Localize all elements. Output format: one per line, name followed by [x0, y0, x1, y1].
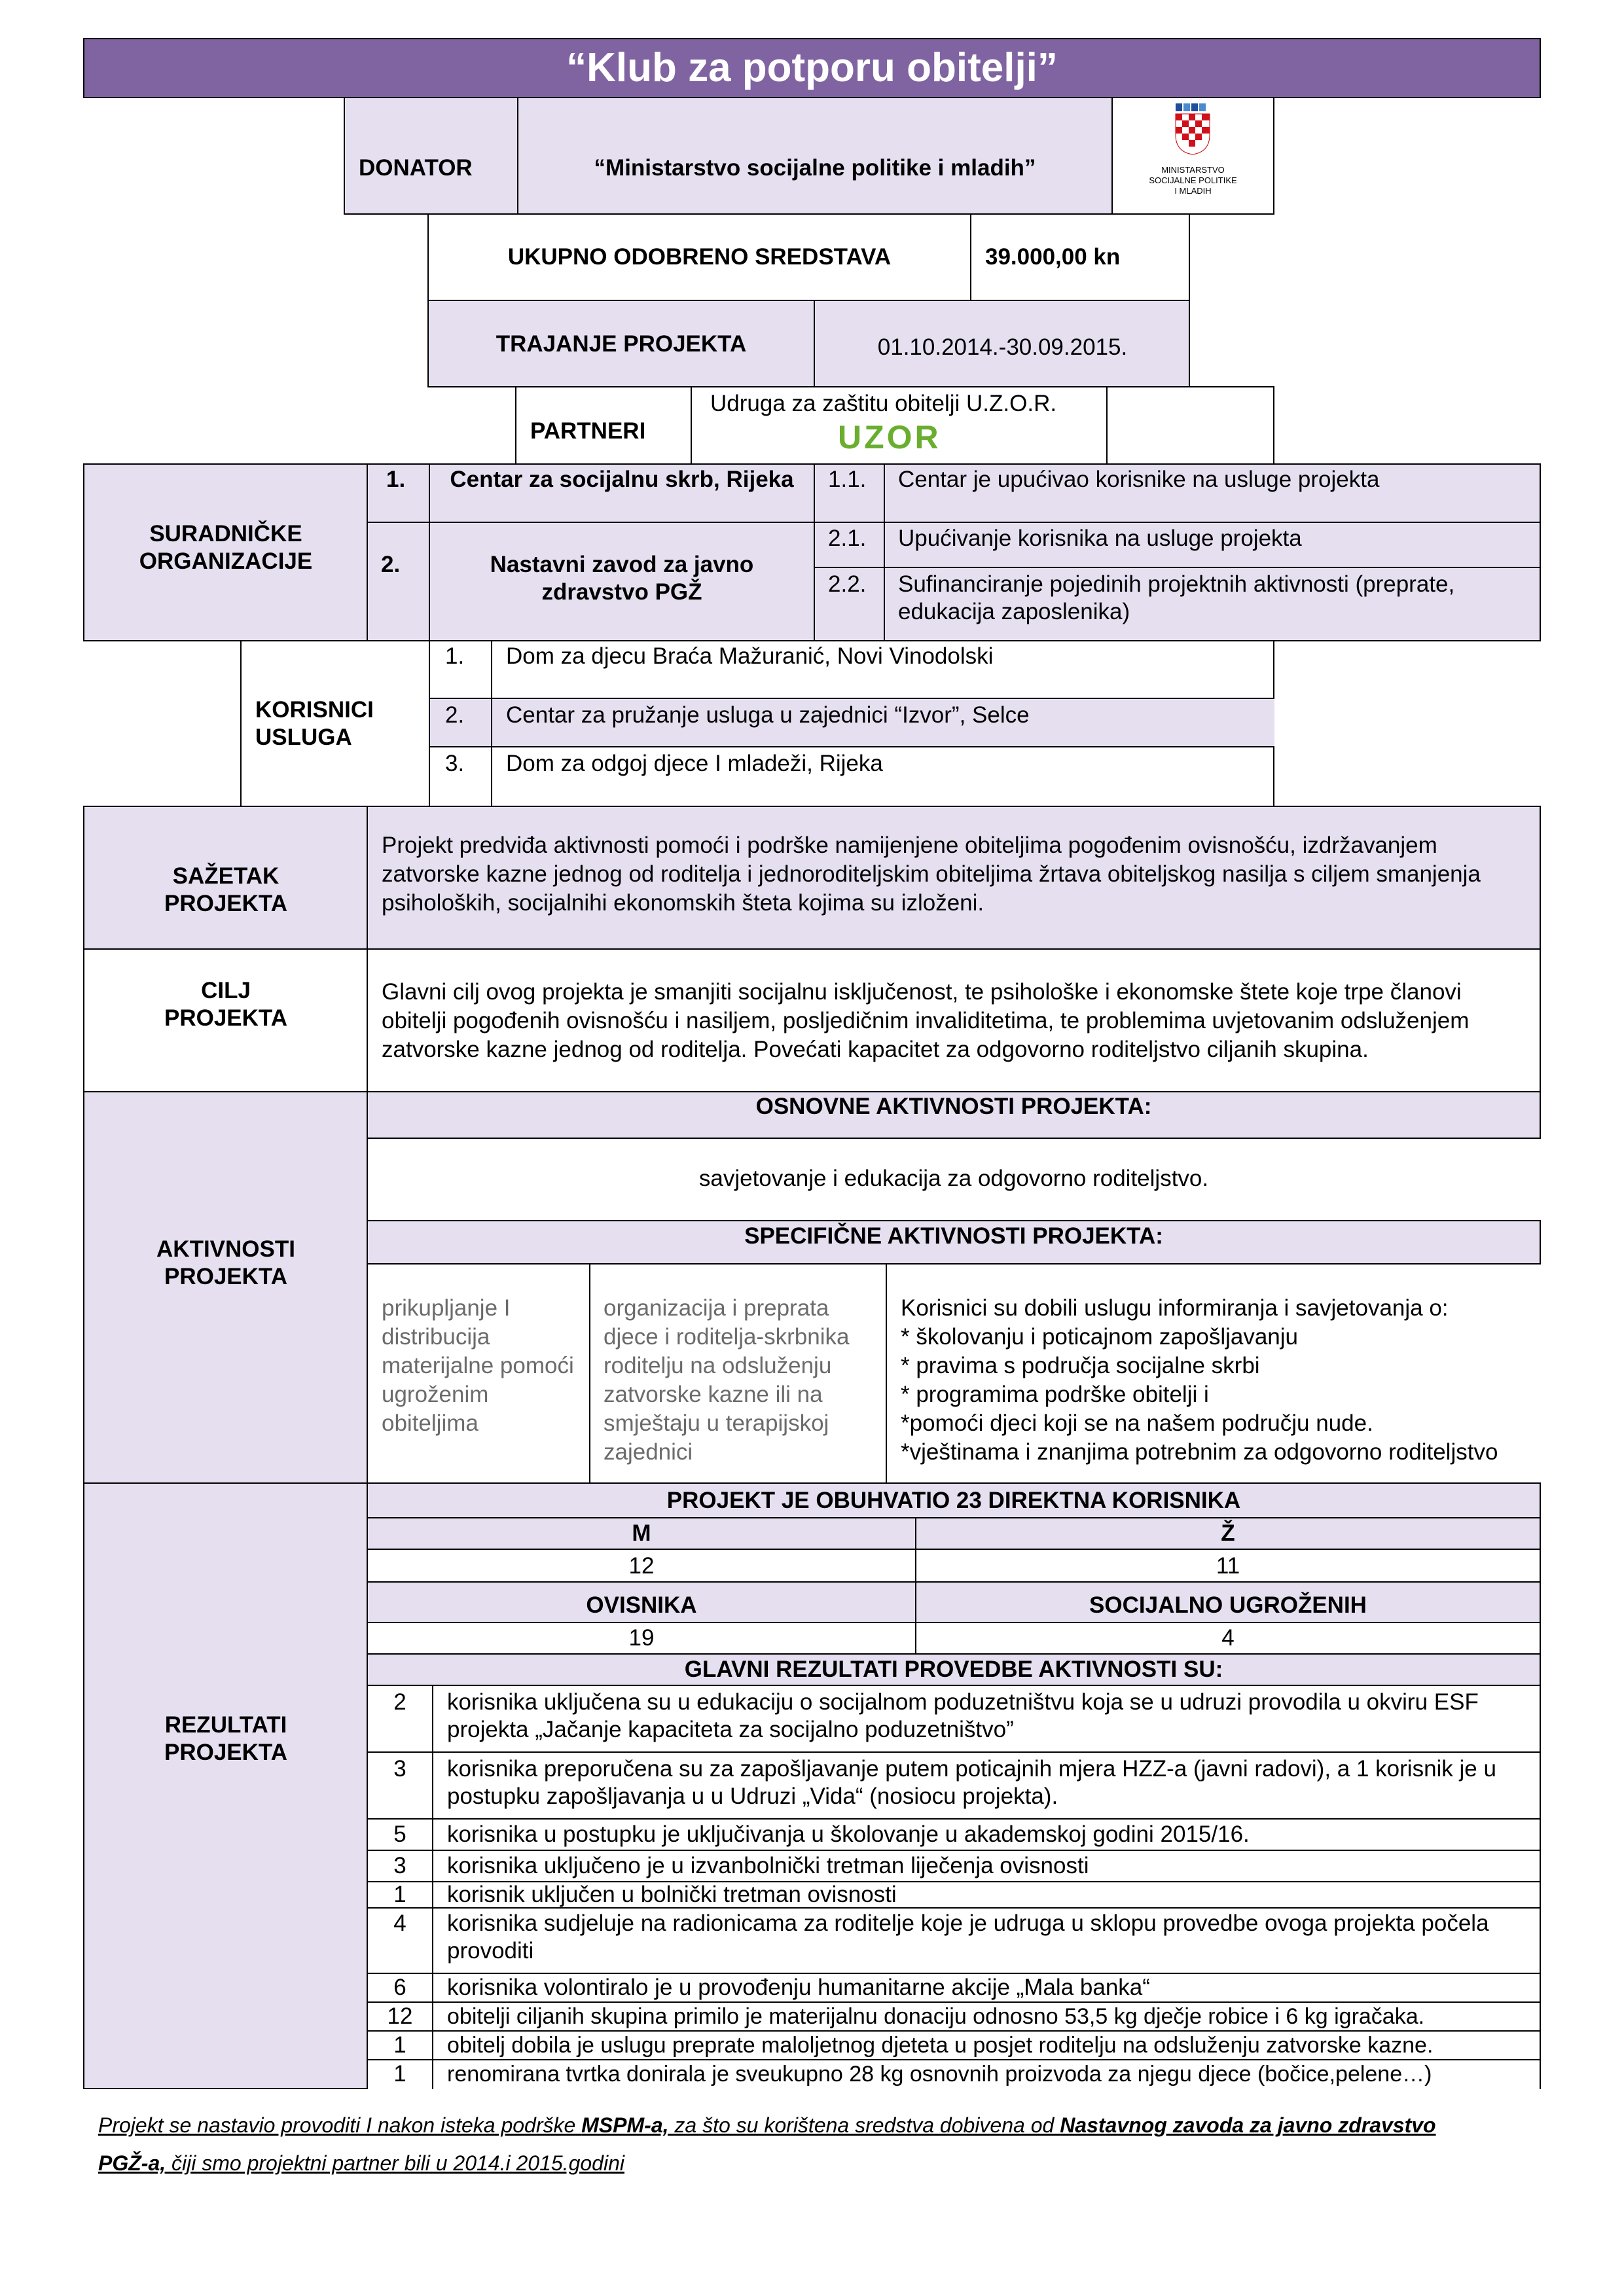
result-1-text: korisnika uključena su u edukaciju o socijalnom poduzetništvu koja se u udruzi provodila u okviru ESF projekta „Jačanje kapaciteta za socijalno poduzetništvo”	[447, 1689, 1479, 1742]
male-label: M	[632, 1520, 651, 1546]
page-title: “Klub za potporu obitelji”	[566, 45, 1058, 90]
result-6-count: 4	[393, 1910, 406, 1936]
summary-text: Projekt predviđa aktivnosti pomoći i podrške namijenjene obiteljima pogođenim ovisnošću, izdržavanjem zatvorske kazne jednog od roditelja i jednoroditeljskim obiteljima žrtava obiteljskog nasilja s ciljem smanjenja psiholoških, socijalnihi ekonomskih šteta kojima su izloženi.	[382, 833, 1481, 916]
activities-label: AKTIVNOSTI PROJEKTA	[156, 1236, 295, 1289]
partners-label: PARTNERI	[530, 418, 646, 444]
result-3-count: 5	[393, 1821, 406, 1847]
specific-activity-1: prikupljanje I distribucija materijalne pomoći ugroženim obiteljima	[382, 1295, 574, 1436]
beneficiary-2-num: 2.	[445, 702, 465, 728]
collaborators-label: SURADNIČKE ORGANIZACIJE	[139, 521, 313, 574]
result-9-count: 1	[393, 2032, 406, 2058]
org-1-name: Centar za socijalnu skrb, Rijeka	[450, 467, 794, 492]
result-7-text: korisnika volontiralo je u provođenju humanitarne akcije „Mala banka“	[447, 1975, 1150, 2000]
result-10-text: renomirana tvrtka donirala je sveukupno 28 kg osnovnih proizvoda za njegu djece (bočice,pelene…)	[447, 2062, 1432, 2087]
footnote: Projekt se nastavio provoditi I nakon isteka podrške MSPM-a, za što su korištena sredstva dobivena od Nastavnog zavoda za javno zdravstvo PGŽ-a, čiji smo projektni partner bili u 2014.i 2015.godini	[98, 2113, 1436, 2175]
role-1-text: Centar je upućivao korisnike na usluge projekta	[898, 467, 1380, 492]
beneficiary-1-text: Dom za djecu Braća Mažuranić, Novi Vinodolski	[506, 643, 994, 669]
goal-text: Glavni cilj ovog projekta je smanjiti socijalnu isključenost, te psihološke i ekonomske štete koje trpe članovi obitelji pogođenih ovisnošću i nasiljem, posljedičnim invaliditetima, te problemima uvjetovanim odsluženjem zatvorske kazne jednog od roditelja. Povećati kapacitet za odgovorno roditeljstvo ciljanih skupina.	[382, 979, 1470, 1062]
result-1-count: 2	[393, 1689, 406, 1715]
result-3-text: korisnika u postupku je uključivanja u školovanje u akademskoj godini 2015/16.	[447, 1821, 1250, 1847]
funding-label: UKUPNO ODOBRENO SREDSTAVA	[507, 244, 892, 270]
result-10-count: 1	[393, 2061, 406, 2087]
org-2-name: Nastavni zavod za javno zdravstvo PGŽ	[490, 552, 754, 605]
socially-vulnerable-value: 4	[1221, 1625, 1235, 1651]
addicts-label: OVISNIKA	[586, 1592, 697, 1618]
title-bar	[83, 38, 1541, 98]
result-5-count: 1	[393, 1882, 406, 1907]
addicts-value: 19	[628, 1625, 655, 1651]
basic-activities-header: OSNOVNE AKTIVNOSTI PROJEKTA:	[755, 1094, 1152, 1119]
female-label: Ž	[1221, 1520, 1235, 1546]
beneficiaries-label: KORISNICI USLUGA	[255, 697, 374, 750]
role-2-text: Upućivanje korisnika na usluge projekta	[898, 526, 1302, 551]
result-2-count: 3	[393, 1756, 406, 1782]
funding-value: 39.000,00 kn	[985, 244, 1121, 270]
result-2-text: korisnika preporučena su za zapošljavanje putem poticajnih mjera HZZ-a (javni radovi), a 1 korisnik je u postupku zapošljavanja u u Udruzi „Vida“ (nosiocu projekta).	[447, 1756, 1496, 1809]
beneficiary-1-num: 1.	[445, 643, 465, 669]
beneficiary-3-text: Dom za odgoj djece I mladeži, Rijeka	[506, 751, 883, 776]
socially-vulnerable-label: SOCIJALNO UGROŽENIH	[1089, 1592, 1367, 1618]
results-header: PROJEKT JE OBUHVATIO 23 DIREKTNA KORISNIKA	[666, 1488, 1241, 1513]
coat-of-arms-icon	[1173, 103, 1212, 156]
duration-value: 01.10.2014.-30.09.2015.	[877, 334, 1128, 360]
ministry-logo	[1113, 98, 1273, 213]
partners-value: Udruga za zaštitu obitelji U.Z.O.R.	[710, 391, 1057, 416]
male-value: 12	[628, 1553, 655, 1579]
org-2-num: 2.	[381, 552, 401, 577]
result-7-count: 6	[393, 1975, 406, 2000]
beneficiary-2-text: Centar za pružanje usluga u zajednici “Izvor”, Selce	[506, 702, 1030, 728]
ministry-logo-text: MINISTARSTVO SOCIJALNE POLITIKE I MLADIH	[1149, 165, 1237, 196]
org-1-num: 1.	[386, 467, 406, 492]
role-3-text: Sufinanciranje pojedinih projektnih aktivnosti (preprate, edukacija zaposlenika)	[898, 571, 1455, 624]
specific-activities-header: SPECIFIČNE AKTIVNOSTI PROJEKTA:	[744, 1223, 1163, 1249]
main-results-header: GLAVNI REZULTATI PROVEDBE AKTIVNOSTI SU:	[684, 1657, 1223, 1682]
specific-activity-2: organizacija i preprata djece i roditelja-skrbnika roditelju na odsluženju zatvorske kazne ili na smještaju u terapijskoj zajednici	[604, 1295, 850, 1465]
uzor-logo-text: UZOR	[838, 419, 941, 456]
results-label: REZULTATI PROJEKTA	[164, 1712, 287, 1765]
uzor-logo	[838, 419, 969, 456]
summary-label: SAŽETAK PROJEKTA	[164, 863, 287, 916]
donator-value: “Ministarstvo socijalne politike i mladih”	[594, 155, 1036, 181]
role-2-num: 2.1.	[828, 526, 867, 551]
beneficiary-3-num: 3.	[445, 751, 465, 776]
specific-activity-3: Korisnici su dobili uslugu informiranja i savjetovanja o: * školovanju i poticajnom zapošljavanju * pravima s područja socijalne skrbi * programima podrške obitelji i *pomoći djeci koji se na našem području nude. *vještinama i znanjima potrebnim za odgovorno roditeljstvo	[901, 1295, 1498, 1465]
result-8-text: obitelji ciljanih skupina primilo je materijalnu donaciju odnosno 53,5 kg dječje robice i 6 kg igračaka.	[447, 2004, 1425, 2029]
role-1-num: 1.1.	[828, 467, 867, 492]
goal-label: CILJ PROJEKTA	[164, 978, 287, 1031]
result-6-text: korisnika sudjeluje na radionicama za roditelje koje je udruga u sklopu provedbe ovoga projekta počela provoditi	[447, 1910, 1489, 1964]
role-3-num: 2.2.	[828, 571, 867, 597]
basic-activities-text: savjetovanje i edukacija za odgovorno roditeljstvo.	[698, 1166, 1209, 1191]
donator-label: DONATOR	[359, 155, 473, 181]
result-4-count: 3	[393, 1853, 406, 1878]
female-value: 11	[1216, 1553, 1240, 1579]
duration-label: TRAJANJE PROJEKTA	[496, 331, 747, 357]
result-4-text: korisnika uključeno je u izvanbolnički tretman liječenja ovisnosti	[447, 1853, 1089, 1878]
result-9-text: obitelj dobila je uslugu preprate maloljetnog djeteta u posjet roditelju na odsluženju zatvorske kazne.	[447, 2033, 1434, 2058]
result-8-count: 12	[387, 2003, 413, 2029]
result-5-text: korisnik uključen u bolnički tretman ovisnosti	[447, 1882, 897, 1907]
